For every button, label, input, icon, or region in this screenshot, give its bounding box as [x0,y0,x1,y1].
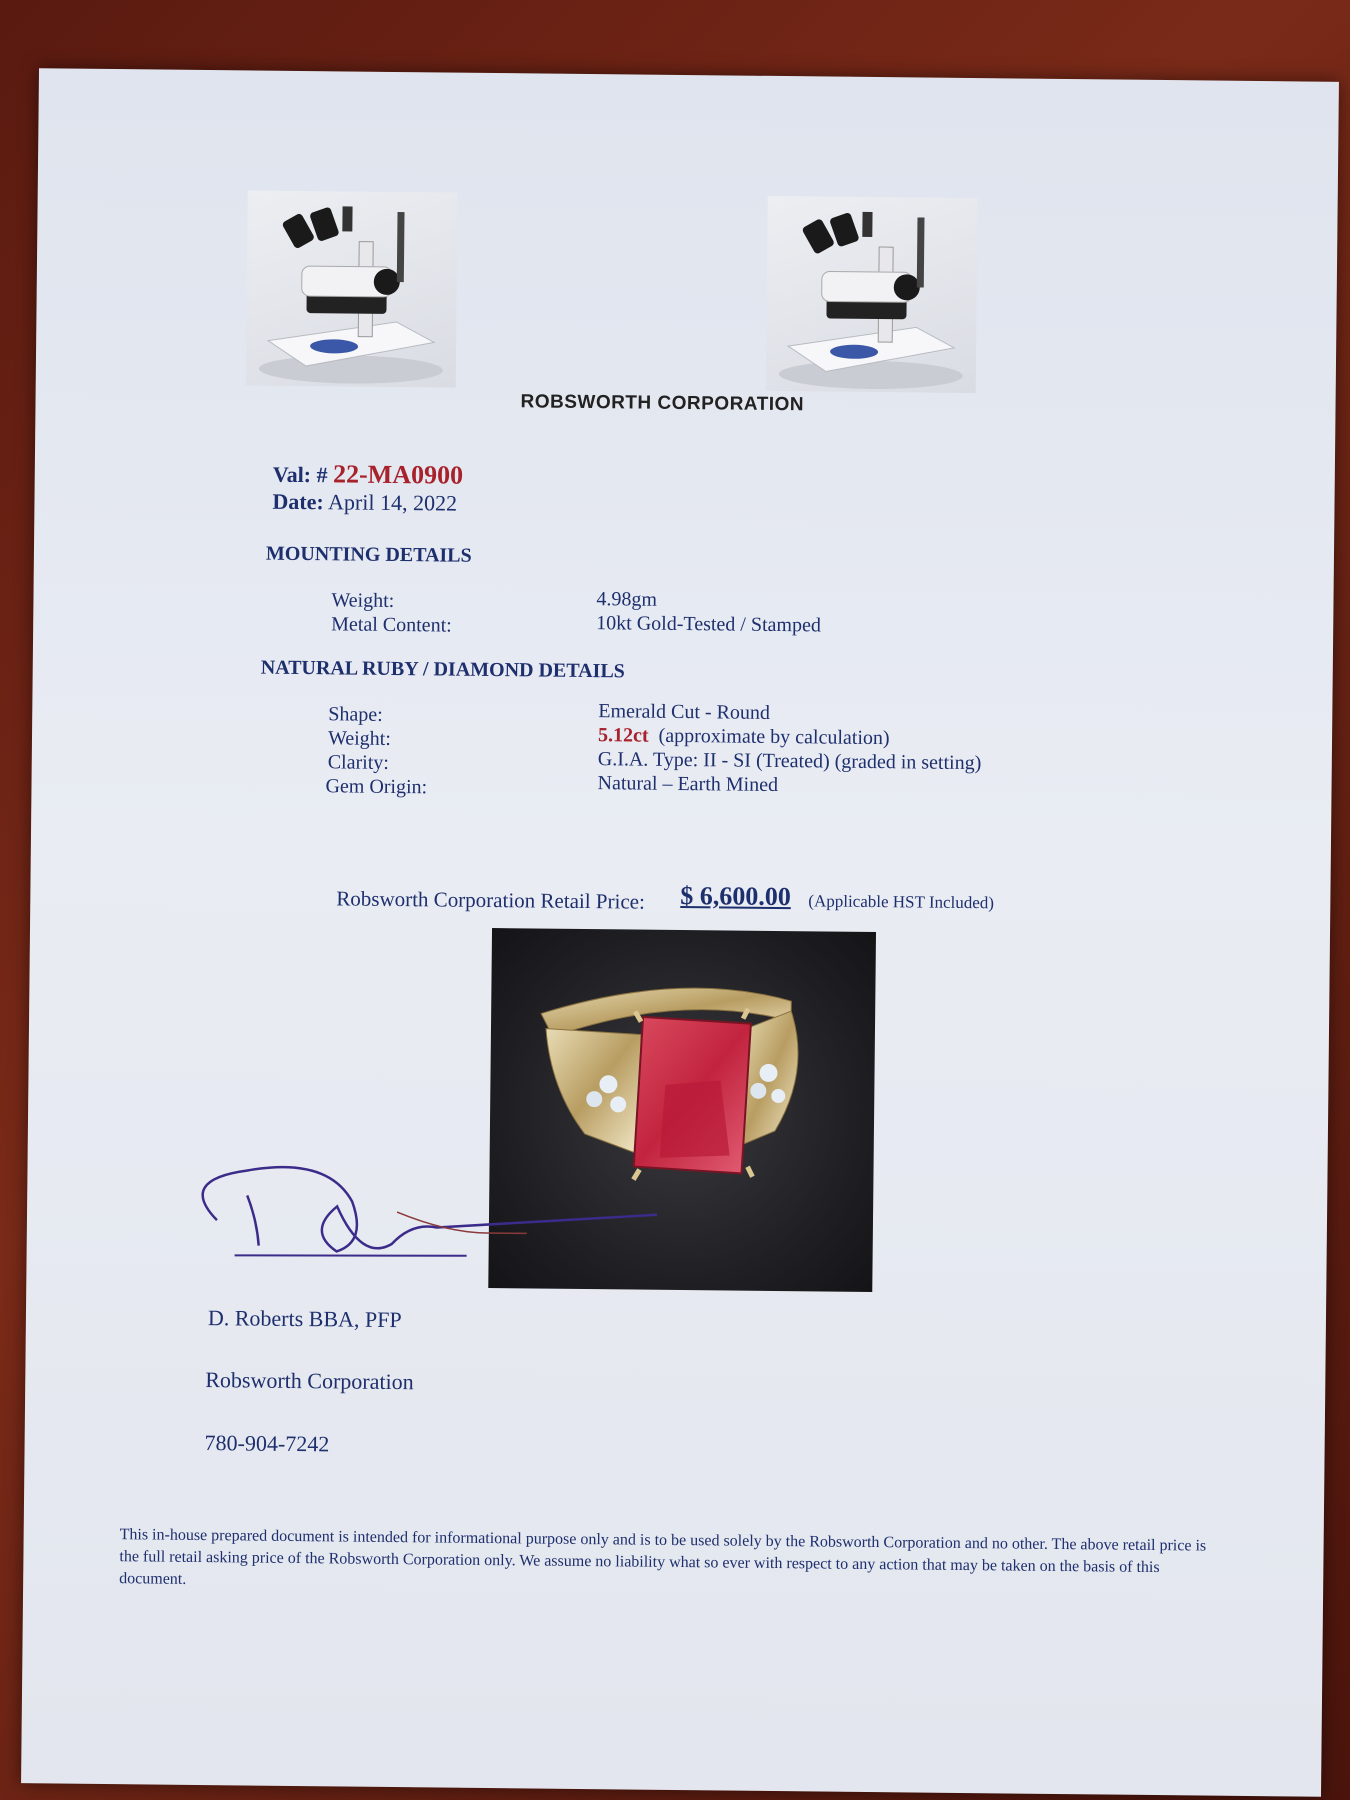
shape-value: Emerald Cut - Round [598,700,771,724]
signer-company: Robsworth Corporation [205,1367,414,1395]
date-label: Date: [272,488,324,515]
carat-note: (approximate by calculation) [658,724,890,750]
val-label: Val: # [272,461,328,488]
metal-content-label: Metal Content: [331,613,452,637]
clarity-value: G.I.A. Type: II - SI (Treated) (graded in setting) [597,748,982,775]
metal-content-value: 10kt Gold-Tested / Stamped [596,612,822,637]
mounting-weight-value: 4.98gm [596,588,658,611]
gem-weight-label: Weight: [327,727,391,750]
gem-origin-label: Gem Origin: [325,775,428,799]
gem-origin-value: Natural – Earth Mined [597,772,779,797]
signature-image [186,1150,667,1275]
microscope-image-left [246,190,458,387]
carat-weight: 5.12ct [597,724,649,747]
valuation-number [273,459,464,491]
company-heading: ROBSWORTH CORPORATION [520,391,805,416]
clarity-label: Clarity: [327,751,389,774]
signer-name: D. Roberts BBA, PFP [207,1305,402,1333]
document-page [21,68,1339,1797]
gem-weight-value [598,724,890,750]
valuation-date [272,489,457,517]
mounting-details-heading: MOUNTING DETAILS [265,542,472,567]
hst-note: (Applicable HST Included) [808,891,995,913]
mounting-weight-label: Weight: [331,589,395,612]
shape-label: Shape: [328,703,383,726]
retail-price-amount: $ 6,600.00 [680,881,792,912]
signer-phone: 780-904-7242 [204,1430,330,1457]
date-value: April 14, 2022 [327,489,458,516]
microscope-image-right [766,196,978,393]
disclaimer-text: This in-house prepared document is intended for informational purpose only and is to be used solely by the Robsworth Corporation and no other. The above retail price is the full retail asking price of the Robsworth Corporation only. We assume no liability what so ever with respect to any action that may be taken on the basis of this document. [119,1526,1207,1588]
val-number: 22-MA0900 [332,459,464,490]
gem-details-heading: NATURAL RUBY / DIAMOND DETAILS [260,656,625,683]
retail-price-label: Robsworth Corporation Retail Price: [336,886,645,914]
